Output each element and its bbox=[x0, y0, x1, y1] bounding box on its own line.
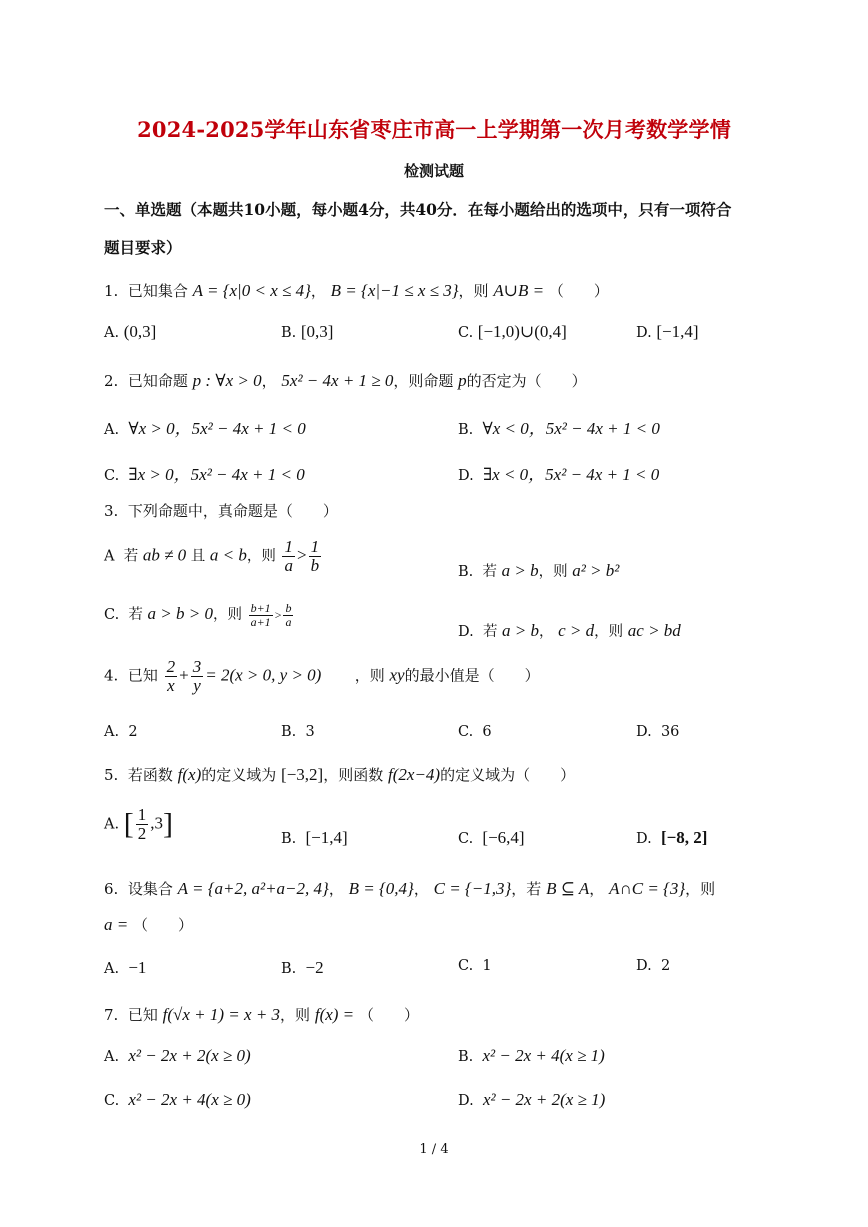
option-label: B. bbox=[458, 1049, 474, 1065]
option-c bbox=[104, 602, 295, 628]
option-a bbox=[104, 724, 138, 740]
option-math: ∃x < 0，5x² − 4x + 1 < 0 bbox=[482, 465, 660, 484]
question-5 bbox=[104, 764, 575, 785]
option-c bbox=[458, 724, 492, 740]
math-equation: = 2(x > 0, y > 0) bbox=[205, 665, 322, 685]
math-inequality: 5x² − 4x + 1 ≥ 0 bbox=[281, 371, 394, 390]
option-math: a² > b² bbox=[572, 561, 620, 580]
question-text: 已知集合 bbox=[127, 282, 188, 300]
question-7 bbox=[104, 1004, 419, 1025]
option-c bbox=[458, 322, 567, 342]
question-text: ，若 bbox=[511, 880, 542, 898]
option-label: B. bbox=[281, 961, 297, 977]
fraction-denominator: y bbox=[193, 675, 201, 695]
option-text: 6 bbox=[482, 724, 492, 740]
option-math: a > b > 0 bbox=[147, 604, 213, 624]
question-text: ，则 bbox=[354, 666, 385, 685]
section-heading-line2: 题目要求） bbox=[104, 238, 182, 257]
option-math: (0,3] bbox=[123, 322, 157, 341]
option-b bbox=[458, 1046, 605, 1066]
option-text: 36 bbox=[660, 724, 680, 740]
question-text: 已知 bbox=[127, 1006, 158, 1024]
fraction bbox=[165, 658, 178, 695]
separator: ， bbox=[328, 880, 344, 898]
math-set-b: B = {0,4} bbox=[348, 879, 414, 898]
math-set-a: A = {a+2, a²+a−2, 4} bbox=[177, 879, 329, 898]
separator: ， bbox=[413, 880, 429, 898]
option-label: A. bbox=[104, 325, 120, 341]
question-text: 若函数 bbox=[127, 766, 173, 784]
option-math: a < b bbox=[209, 545, 247, 565]
math-subset: B ⊆ A bbox=[546, 879, 590, 898]
question-number: 4. bbox=[104, 666, 119, 685]
option-c bbox=[458, 828, 525, 848]
option-d bbox=[636, 958, 670, 974]
option-text: ，则 bbox=[246, 548, 276, 565]
fraction-numerator: 3 bbox=[192, 657, 202, 676]
question-text: ，则函数 bbox=[323, 766, 384, 784]
math-p: p bbox=[458, 371, 467, 390]
option-math: [−1,0)∪(0,4] bbox=[477, 322, 567, 341]
question-text: ，则命题 bbox=[393, 372, 454, 390]
option-label: C. bbox=[458, 958, 474, 974]
fraction-numerator: b+1 bbox=[250, 601, 271, 615]
fraction-denominator: a+1 bbox=[250, 614, 271, 629]
question-text: 的否定为（ ） bbox=[466, 372, 587, 390]
option-math: a > b bbox=[502, 621, 540, 640]
option-label: D. bbox=[636, 724, 652, 740]
question-text: 已知命题 bbox=[127, 372, 188, 390]
math-operator: + bbox=[179, 665, 189, 685]
option-math: [−8, 2] bbox=[660, 828, 708, 847]
option-label: A. bbox=[104, 422, 120, 438]
question-3 bbox=[104, 500, 338, 521]
option-text: 若 bbox=[482, 564, 497, 580]
option-label: B. bbox=[281, 831, 297, 847]
option-label: B. bbox=[281, 724, 297, 740]
document-subtitle: 检测试题 bbox=[403, 162, 464, 180]
fraction-denominator: a bbox=[285, 614, 292, 629]
question-number: 1. bbox=[104, 282, 119, 300]
option-text: ，则 bbox=[212, 607, 242, 624]
option-label: A. bbox=[104, 816, 120, 833]
option-text: ，则 bbox=[538, 564, 568, 580]
option-d bbox=[636, 828, 707, 848]
option-c bbox=[104, 1090, 251, 1110]
separator: ， bbox=[261, 372, 277, 390]
math-interval: [−3,2] bbox=[281, 765, 324, 784]
option-math: x² − 2x + 4(x ≥ 0) bbox=[128, 1090, 251, 1109]
math-function: f(x) bbox=[177, 765, 202, 784]
option-math: x² − 2x + 2(x ≥ 0) bbox=[128, 1046, 251, 1065]
question-text: 设集合 bbox=[127, 880, 173, 898]
option-text: 2 bbox=[128, 724, 138, 740]
section-heading-line1: 一、单选题（本题共10小题，每小题4分，共40分．在每小题给出的选项中，只有一项符合 bbox=[104, 200, 732, 219]
option-text: 若 bbox=[482, 624, 498, 640]
option-label: D. bbox=[458, 624, 474, 640]
option-math: ab ≠ 0 bbox=[142, 545, 187, 565]
option-label: C. bbox=[458, 325, 474, 341]
option-text: 1 bbox=[482, 958, 492, 974]
question-number: 6. bbox=[104, 880, 119, 898]
separator: ， bbox=[310, 282, 326, 300]
math-operator: > bbox=[274, 608, 282, 623]
math-xy: xy bbox=[389, 665, 405, 685]
option-math: [−6,4] bbox=[482, 828, 525, 847]
option-label: B. bbox=[281, 325, 297, 341]
option-text: 若 bbox=[128, 607, 143, 624]
document-title: 2024-2025学年山东省枣庄市高一上学期第一次月考数学学情 bbox=[137, 117, 731, 142]
math-a: a = bbox=[104, 915, 129, 934]
fraction bbox=[136, 806, 149, 843]
math-intersection: A∩C = {3} bbox=[609, 879, 686, 898]
fraction-numerator: 1 bbox=[284, 537, 293, 556]
fraction-denominator: b bbox=[310, 555, 320, 575]
option-text: 且 bbox=[190, 548, 206, 565]
option-label: C. bbox=[458, 724, 474, 740]
question-text: ，则 bbox=[685, 880, 716, 898]
question-number: 7. bbox=[104, 1006, 119, 1024]
option-text: ， bbox=[539, 624, 554, 640]
option-label: B. bbox=[458, 422, 474, 438]
math-proposition: p : ∀x > 0 bbox=[192, 371, 262, 390]
option-c bbox=[458, 958, 492, 974]
option-b bbox=[281, 322, 333, 342]
option-math: [−1,4] bbox=[656, 322, 699, 341]
option-d bbox=[458, 460, 659, 485]
question-text: ，则 bbox=[280, 1006, 311, 1024]
option-math: ∀x > 0，5x² − 4x + 1 < 0 bbox=[128, 419, 306, 438]
option-label: A bbox=[104, 548, 115, 565]
option-a bbox=[104, 958, 146, 978]
option-text: −2 bbox=[305, 958, 324, 977]
option-c bbox=[104, 460, 305, 485]
answer-blank: （ ） bbox=[358, 1006, 419, 1024]
option-a bbox=[104, 806, 173, 843]
option-label: D. bbox=[458, 1093, 474, 1109]
bracket: [ bbox=[123, 807, 134, 841]
answer-blank: （ ） bbox=[548, 282, 609, 300]
option-label: C. bbox=[458, 831, 474, 847]
option-b bbox=[281, 958, 324, 978]
question-text: ，则 bbox=[458, 282, 489, 300]
option-math: a > b bbox=[501, 561, 539, 580]
option-b bbox=[281, 828, 348, 848]
question-number: 5. bbox=[104, 766, 119, 784]
fraction bbox=[283, 602, 293, 628]
question-6 bbox=[104, 878, 715, 899]
question-1 bbox=[104, 280, 609, 301]
option-math: ∀x < 0，5x² − 4x + 1 < 0 bbox=[482, 419, 660, 438]
math-operator: > bbox=[296, 545, 307, 565]
question-text: 下列命题中，真命题是（ ） bbox=[127, 502, 338, 520]
option-label: D. bbox=[458, 468, 474, 484]
fraction bbox=[309, 538, 322, 575]
fraction-numerator: 2 bbox=[166, 657, 176, 676]
option-a bbox=[104, 538, 323, 575]
question-number: 2. bbox=[104, 372, 119, 390]
option-label: B. bbox=[458, 564, 474, 580]
fraction-numerator: 1 bbox=[137, 805, 147, 824]
option-text: ，则 bbox=[594, 624, 624, 640]
option-b bbox=[458, 414, 660, 439]
option-math: x² − 2x + 2(x ≥ 1) bbox=[482, 1090, 606, 1109]
option-math: ∃x > 0，5x² − 4x + 1 < 0 bbox=[128, 465, 305, 484]
option-text: 2 bbox=[660, 958, 671, 974]
option-math: [0,3] bbox=[300, 322, 334, 341]
option-label: A. bbox=[104, 724, 120, 740]
option-a bbox=[104, 414, 306, 439]
option-label: D. bbox=[636, 958, 652, 974]
option-b bbox=[458, 560, 619, 581]
option-label: D. bbox=[636, 325, 652, 341]
math-set-a: A = {x|0 < x ≤ 4} bbox=[192, 281, 311, 300]
question-4 bbox=[104, 658, 540, 695]
question-2 bbox=[104, 370, 587, 391]
option-math: x² − 2x + 4(x ≥ 1) bbox=[482, 1046, 605, 1065]
question-text: 的定义域为 bbox=[201, 766, 277, 784]
option-math: [−1,4] bbox=[305, 828, 348, 847]
option-label: D. bbox=[636, 831, 652, 847]
question-text: 已知 bbox=[127, 666, 158, 685]
option-text: 3 bbox=[305, 724, 315, 740]
fraction bbox=[191, 658, 204, 695]
math-function: f(2x−4) bbox=[388, 765, 441, 784]
question-6-line2 bbox=[104, 914, 193, 935]
option-d bbox=[636, 322, 699, 342]
fraction-denominator: 2 bbox=[137, 823, 147, 843]
option-label: C. bbox=[104, 1093, 120, 1109]
math-function: f(√x + 1) = x + 3 bbox=[162, 1005, 281, 1024]
question-text: 的最小值是（ ） bbox=[404, 666, 540, 685]
fraction-numerator: 1 bbox=[310, 537, 320, 556]
option-text: 若 bbox=[123, 548, 139, 565]
option-math: ac > bd bbox=[627, 621, 681, 640]
option-d bbox=[458, 1090, 605, 1110]
option-label: C. bbox=[104, 607, 120, 624]
option-a bbox=[104, 1046, 251, 1066]
math-set-c: C = {−1,3} bbox=[433, 879, 512, 898]
option-label: A. bbox=[104, 961, 120, 977]
math-union: A∪B = bbox=[493, 281, 545, 300]
question-number: 3. bbox=[104, 502, 119, 520]
option-d bbox=[636, 724, 679, 740]
fraction-denominator: x bbox=[167, 675, 175, 695]
option-a bbox=[104, 322, 156, 342]
math-set-b: B = {x|−1 ≤ x ≤ 3} bbox=[330, 281, 459, 300]
option-b bbox=[281, 724, 315, 740]
separator: ， bbox=[589, 880, 605, 898]
bracket: ] bbox=[162, 807, 173, 841]
math-function: f(x) = bbox=[314, 1005, 355, 1024]
fraction bbox=[282, 538, 295, 575]
option-d bbox=[458, 620, 681, 641]
question-text: 的定义域为（ ） bbox=[440, 766, 576, 784]
fraction-numerator: b bbox=[285, 601, 292, 615]
option-text: −1 bbox=[128, 958, 147, 977]
option-label: C. bbox=[104, 468, 120, 484]
answer-blank: （ ） bbox=[133, 916, 194, 934]
fraction-denominator: a bbox=[284, 555, 293, 575]
option-math: c > d bbox=[558, 621, 595, 640]
fraction bbox=[249, 602, 273, 628]
option-label: A. bbox=[104, 1049, 120, 1065]
option-math: ,3 bbox=[150, 813, 163, 833]
page-number: 1 / 4 bbox=[419, 1142, 449, 1157]
